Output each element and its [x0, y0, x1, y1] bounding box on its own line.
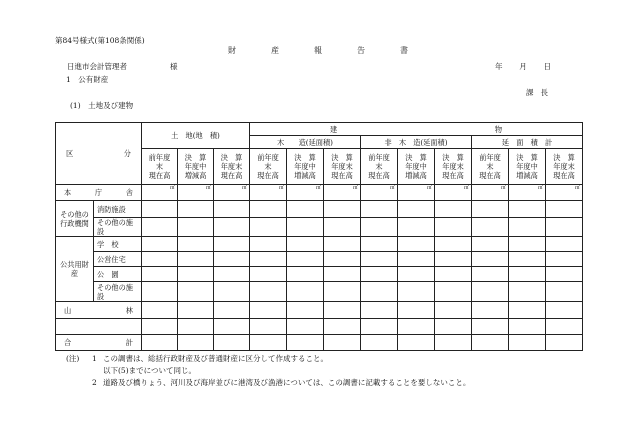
note-prefix: (注) — [66, 354, 80, 363]
col-header-end: 決 算 年度末 現在高 — [546, 149, 583, 185]
document-title: 財 産 報 告 書 — [228, 46, 408, 55]
property-table — [55, 122, 583, 351]
table-row — [56, 185, 583, 201]
unit-label: ㎡ — [142, 185, 178, 201]
unit-label: ㎡ — [435, 185, 472, 201]
table-row — [56, 267, 583, 282]
col-header-end: 決 算 年度末 現在高 — [214, 149, 250, 185]
note-1-continuation: 以下(5)までについて同じ。 — [103, 366, 196, 375]
table-row — [56, 201, 583, 218]
building-header: 建 物 — [250, 123, 583, 136]
section-heading: 1 公有財産 — [66, 75, 109, 84]
row-label-other2: その他の施 設 — [94, 282, 142, 302]
table-row — [56, 252, 583, 267]
honorific: 様 — [170, 62, 178, 71]
row-label-housing: 公営住宅 — [94, 252, 142, 267]
row-label-other-admin: その他の行政機関 — [56, 201, 94, 237]
table-row — [56, 237, 583, 252]
row-label-school: 学 校 — [94, 237, 142, 252]
table-row — [56, 319, 583, 335]
col-header-change: 決 算 年度中 増減高 — [398, 149, 435, 185]
note-2-number: 2 — [92, 378, 97, 387]
col-header-prev: 前年度 末 現在高 — [142, 149, 178, 185]
table-row — [56, 218, 583, 237]
col-header-end: 決 算 年度末 現在高 — [435, 149, 472, 185]
unit-label: ㎡ — [287, 185, 324, 201]
total-area-header: 延 面 積 計 — [472, 136, 583, 149]
unit-label: ㎡ — [361, 185, 398, 201]
col-header-change: 決 算 年度中 増減高 — [178, 149, 214, 185]
table-row — [56, 282, 583, 302]
row-label-park: 公 園 — [94, 267, 142, 282]
row-label-public: 公共用財産 — [56, 237, 94, 302]
unit-label: ㎡ — [509, 185, 546, 201]
division-header: 区 分 — [56, 123, 142, 185]
unit-label: ㎡ — [398, 185, 435, 201]
note-2-text: 道路及び橋りょう、河川及び海岸並びに港湾及び漁港については、この調書に記載することを要しないこと。 — [103, 378, 471, 387]
nonwood-header: 非 木 造(延面積) — [361, 136, 472, 149]
row-label-honcho: 本 庁 舎 — [56, 185, 142, 201]
signer-title: 課 長 — [526, 88, 548, 97]
form-number: 第84号様式(第108条関係) — [55, 36, 145, 45]
col-header-change: 決 算 年度中 増減高 — [287, 149, 324, 185]
row-label-other: その他の施 設 — [94, 218, 142, 237]
col-header-prev: 前年度 末 現在高 — [250, 149, 287, 185]
unit-label: ㎡ — [214, 185, 250, 201]
table-row — [56, 335, 583, 351]
report-date: 年 月 日 — [495, 62, 551, 71]
col-header-prev: 前年度 末 現在高 — [472, 149, 509, 185]
col-header-change: 決 算 年度中 増減高 — [509, 149, 546, 185]
note-1-text: この調書は、総括行政財産及び普通財産に区分して作成すること。 — [103, 354, 328, 363]
col-header-prev: 前年度 末 現在高 — [361, 149, 398, 185]
note-1-number: 1 — [92, 354, 97, 363]
unit-label: ㎡ — [178, 185, 214, 201]
addressee: 日進市会計管理者 — [67, 62, 127, 71]
row-label-forest: 山 林 — [56, 302, 142, 319]
unit-label: ㎡ — [250, 185, 287, 201]
row-label-fire: 消防施設 — [94, 201, 142, 218]
subsection-heading: (1) 土地及び建物 — [70, 101, 134, 110]
table-row — [56, 302, 583, 319]
unit-label: ㎡ — [472, 185, 509, 201]
wood-header: 木 造(延面積) — [250, 136, 361, 149]
unit-label: ㎡ — [546, 185, 583, 201]
row-label-total: 合 計 — [56, 335, 142, 351]
land-header: 土 地(地 積) — [142, 123, 250, 149]
unit-label: ㎡ — [324, 185, 361, 201]
col-header-end: 決 算 年度末 現在高 — [324, 149, 361, 185]
